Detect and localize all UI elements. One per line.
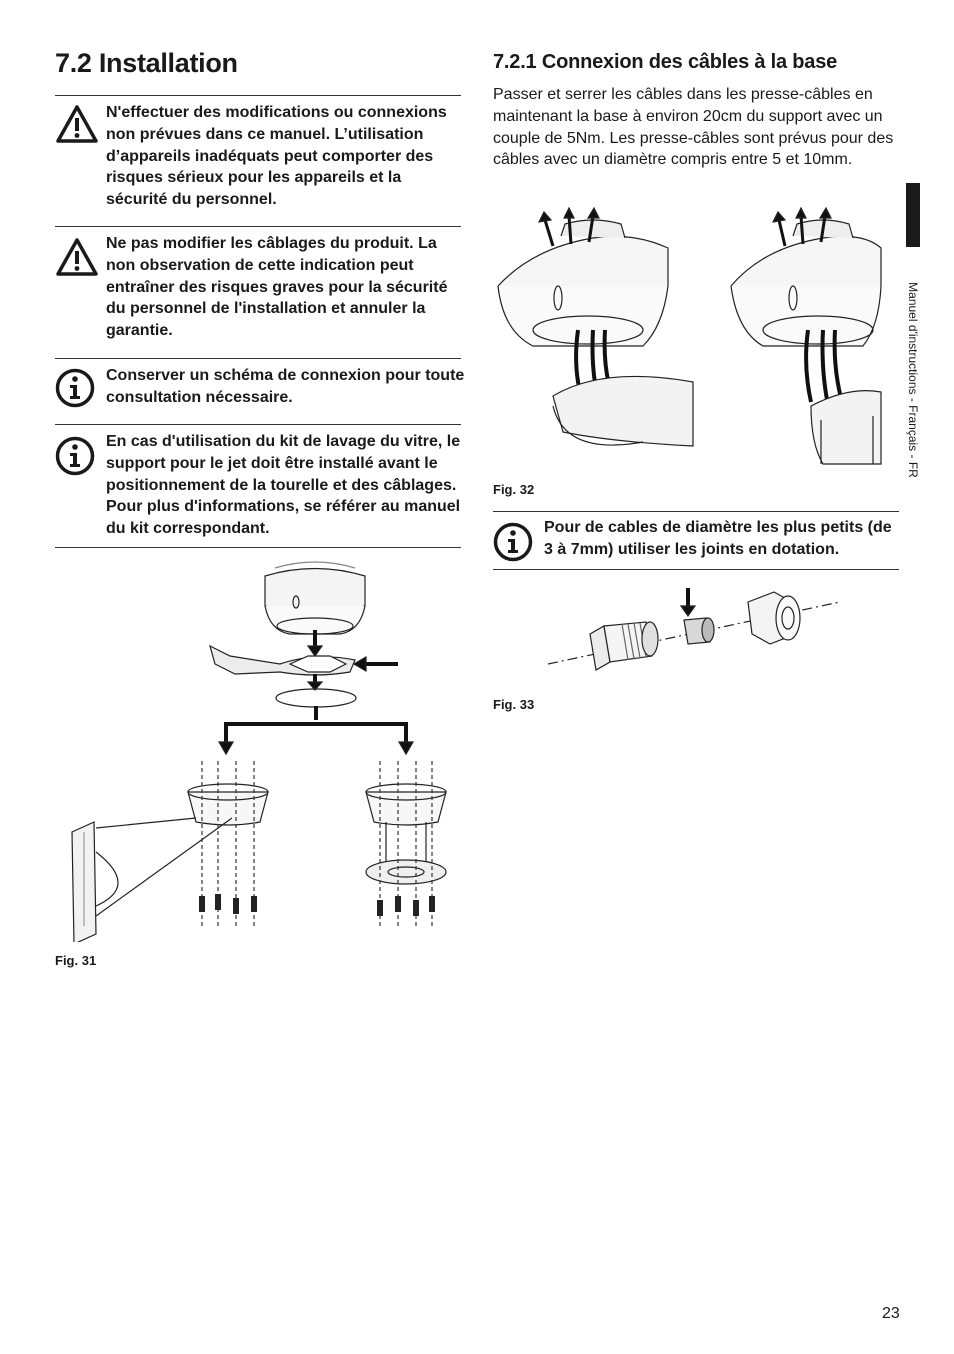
side-tab-marker bbox=[906, 183, 920, 247]
figure-32-caption: Fig. 32 bbox=[493, 482, 535, 497]
note-rule-bottom bbox=[493, 569, 899, 570]
warning-text-2: Ne pas modifier les câblages du produit. La non observation de cette indication peut entraîner des risques graves pour la sécurité du personnel de l'installation et annuler la garantie. bbox=[106, 235, 448, 340]
info-icon bbox=[493, 522, 533, 562]
figure-32-cable-connection bbox=[493, 206, 897, 468]
note-rule-top bbox=[493, 511, 899, 512]
info-note-2 bbox=[55, 424, 461, 548]
info-text-cable-seals: Pour de cables de diamètre les plus petits (de 3 à 7mm) utiliser les joints en dotation. bbox=[544, 519, 892, 558]
side-running-title: Manuel d'instructions - Français - FR bbox=[906, 282, 920, 478]
figure-31-mounting-diagram bbox=[60, 556, 460, 942]
info-icon bbox=[55, 368, 95, 408]
figure-31-caption: Fig. 31 bbox=[55, 953, 97, 968]
warning-note-2 bbox=[55, 226, 461, 351]
subsection-title: 7.2.1 Connexion des câbles à la base bbox=[493, 51, 838, 73]
info-text-2: En cas d'utilisation du kit de lavage du vitre, le support pour le jet doit être installé avant le positionnement de la tourelle et des câblages. Pour plus d'informations, se référer au manuel du kit correspondant. bbox=[106, 433, 461, 538]
figure-33-caption: Fig. 33 bbox=[493, 697, 535, 712]
warning-icon bbox=[55, 237, 99, 277]
figure-33-cable-gland bbox=[548, 582, 848, 674]
warning-note-1 bbox=[55, 95, 461, 218]
subsection-body: Passer et serrer les câbles dans les presse-câbles en maintenant la base à environ 20cm du support avec un couple de 5Nm. Les presse-câbles sont prévus pour des câbles avec un diamètre compris entre 5 et 10mm. bbox=[493, 86, 894, 169]
page-number: 23 bbox=[882, 1305, 900, 1322]
info-note-1 bbox=[55, 358, 465, 417]
warning-icon bbox=[55, 104, 99, 144]
info-icon bbox=[55, 436, 95, 476]
info-text-1: Conserver un schéma de connexion pour toute consultation nécessaire. bbox=[106, 367, 465, 406]
section-title: 7.2 Installation bbox=[55, 48, 238, 78]
warning-text-1: N'effectuer des modifications ou connexions non prévues dans ce manuel. L’utilisation d’appareils inadéquats peut comporter des risques sérieux pour les appareils et la sécurité du personnel. bbox=[106, 104, 447, 209]
